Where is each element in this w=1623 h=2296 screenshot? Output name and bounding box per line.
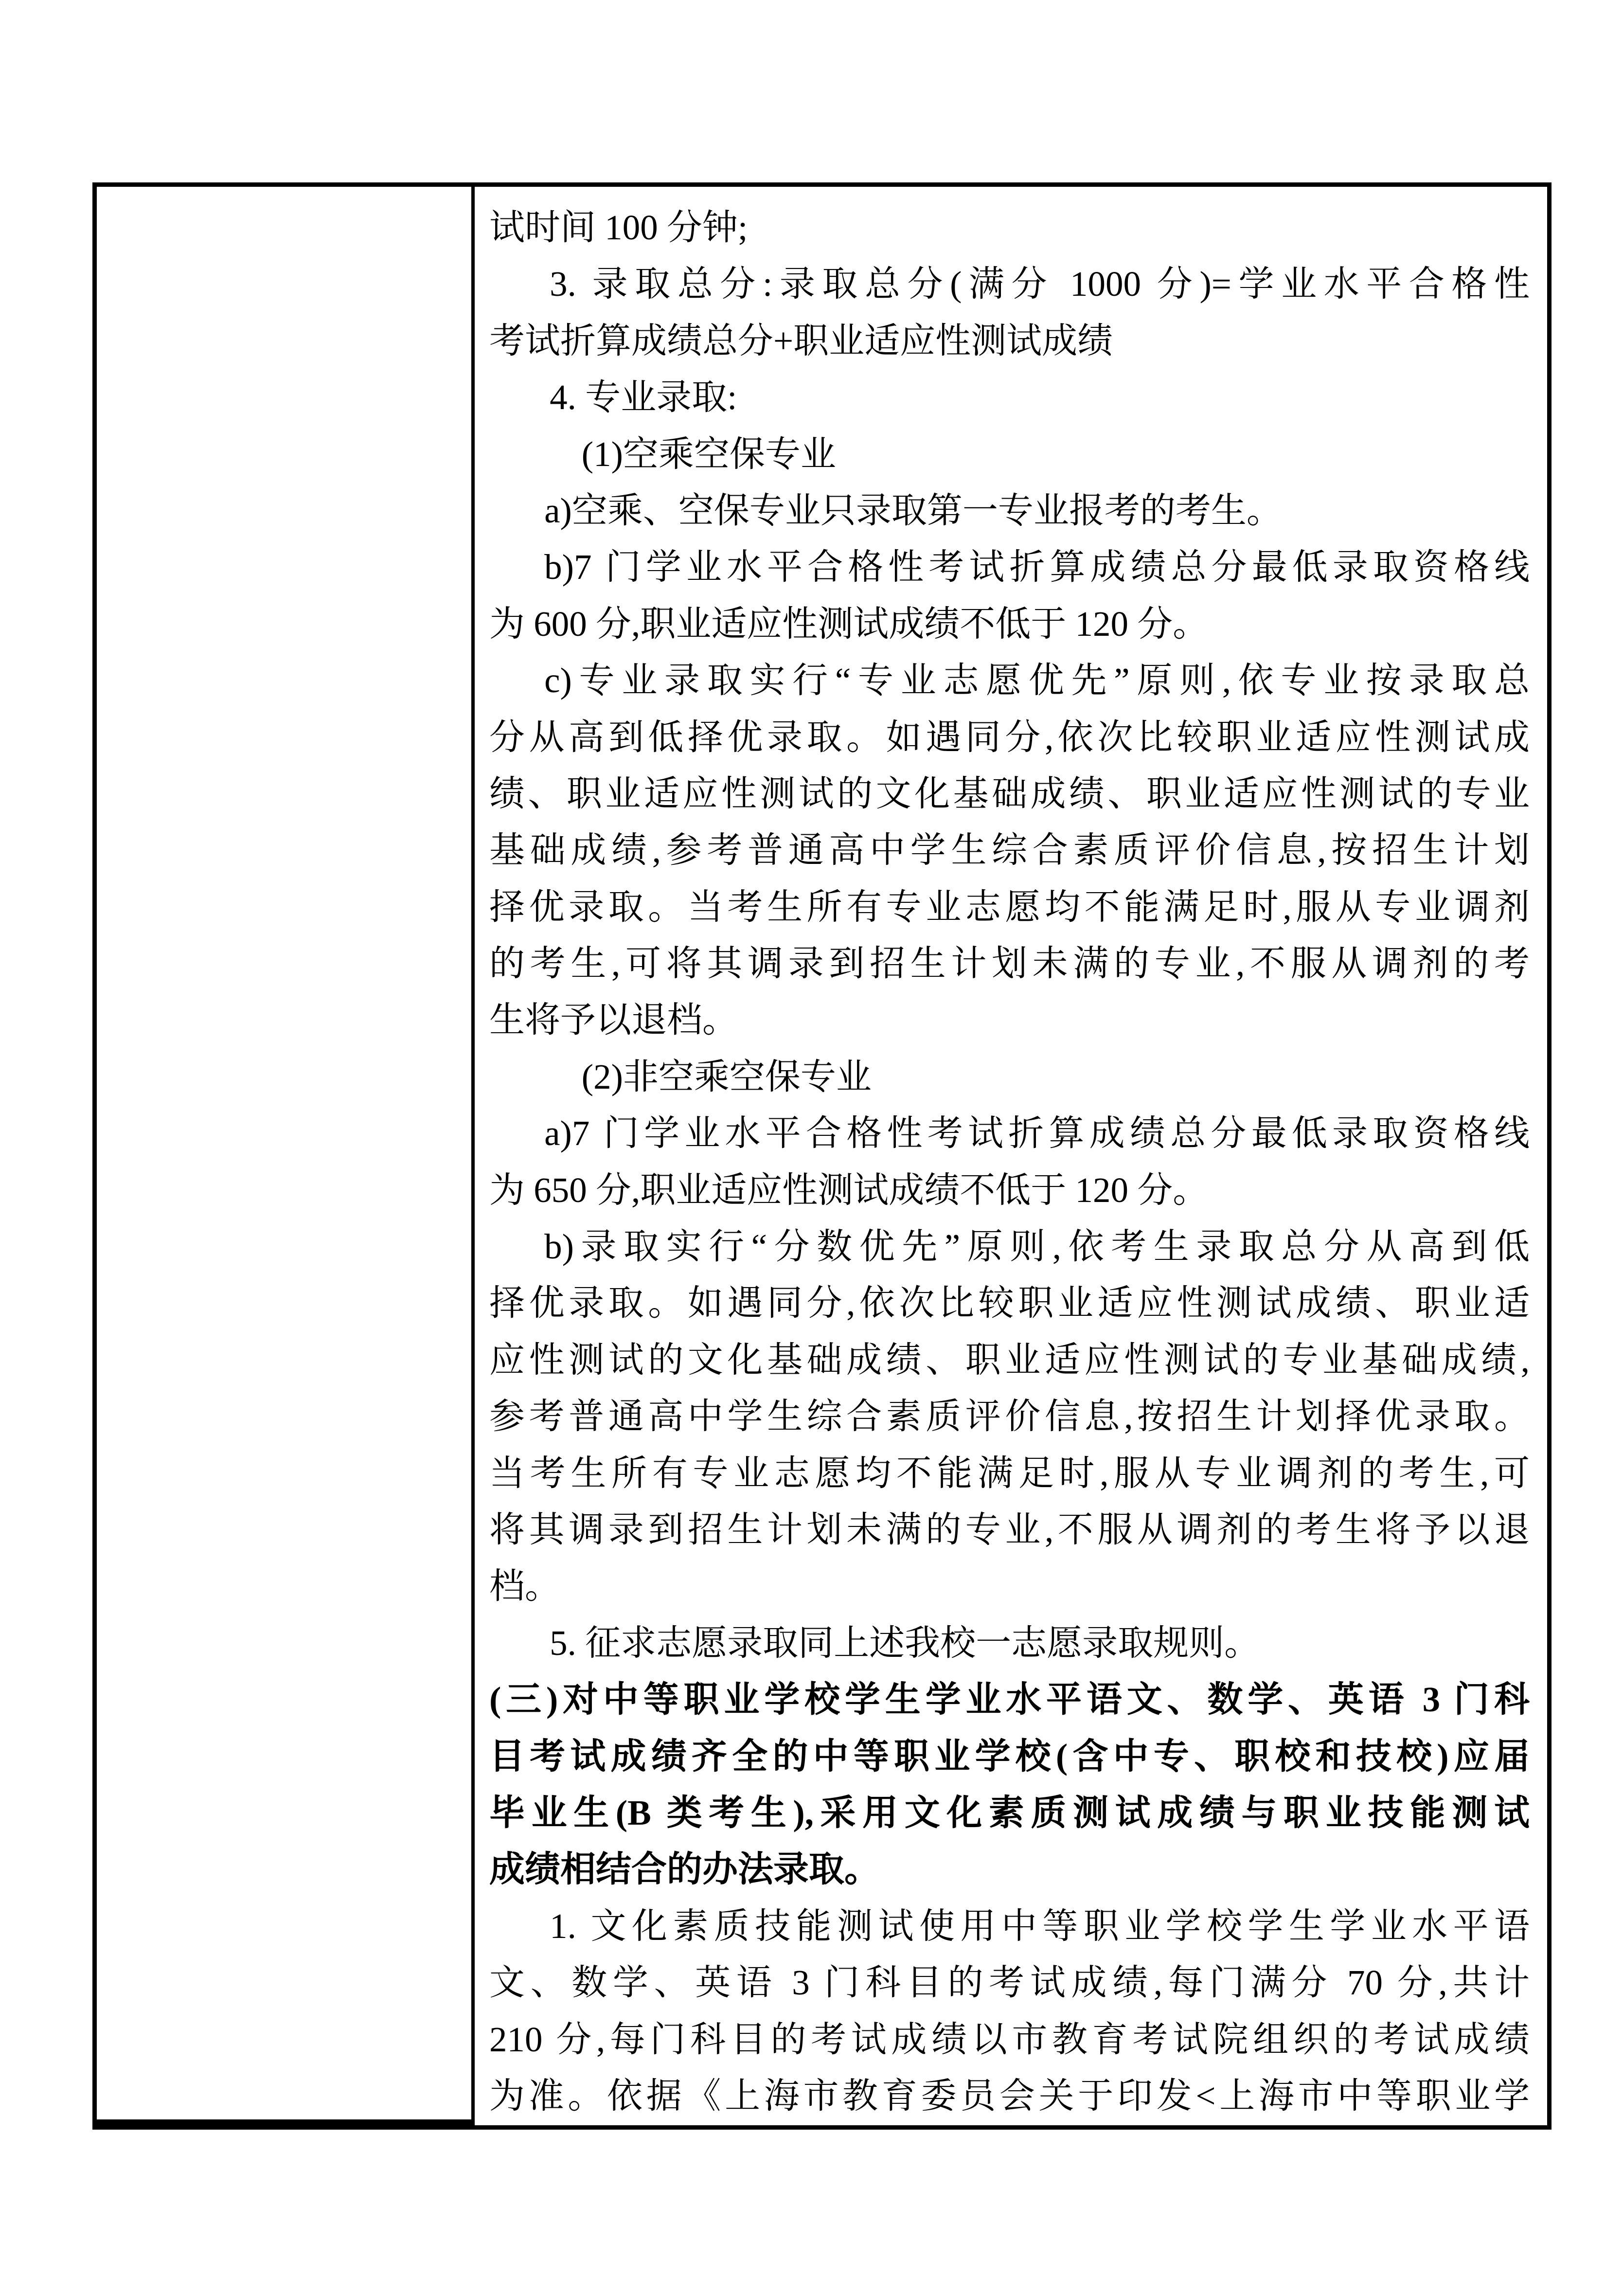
text-line: 5. 征求志愿录取同上述我校一志愿录取规则。 bbox=[550, 1623, 1260, 1663]
text-line: 文、数学、英语 3 门科目的考试成绩,每门满分 70 分,共计 bbox=[489, 1963, 1530, 2003]
text-line: (三)对中等职业学校学生学业水平语文、数学、英语 3 门科 bbox=[489, 1680, 1530, 1720]
text-line: 3. 录取总分:录取总分(满分 1000 分)=学业水平合格性 bbox=[550, 264, 1530, 304]
text-line: 毕业生(B 类考生),采用文化素质测试成绩与职业技能测试 bbox=[489, 1793, 1530, 1832]
text-line: 绩、职业适应性测试的文化基础成绩、职业适应性测试的专业 bbox=[489, 773, 1530, 813]
text-line: 应性测试的文化基础成绩、职业适应性测试的专业基础成绩, bbox=[489, 1340, 1530, 1380]
text-line: b)录取实行“分数优先”原则,依考生录取总分从高到低 bbox=[544, 1227, 1530, 1267]
text-line: 考试折算成绩总分+职业适应性测试成绩 bbox=[489, 321, 1113, 360]
text-line: a)空乘、空保专业只录取第一专业报考的考生。 bbox=[544, 490, 1282, 530]
text-line: 生将予以退档。 bbox=[489, 1000, 738, 1040]
table-right-cell bbox=[475, 187, 1547, 2125]
content-table bbox=[92, 182, 1552, 2130]
text-line: 基础成绩,参考普通高中学生综合素质评价信息,按招生计划 bbox=[489, 830, 1530, 870]
table-left-cell bbox=[97, 187, 475, 2125]
text-line: 试时间 100 分钟; bbox=[489, 208, 748, 247]
text-line: c)专业录取实行“专业志愿优先”原则,依专业按录取总 bbox=[544, 661, 1530, 700]
text-line: 为准。依据《上海市教育委员会关于印发<上海市中等职业学 bbox=[489, 2076, 1530, 2116]
text-line: 成绩相结合的办法录取。 bbox=[489, 1849, 880, 1889]
text-line: 参考普通高中学生综合素质评价信息,按招生计划择优录取。 bbox=[489, 1397, 1530, 1436]
text-line: (2)非空乘空保专业 bbox=[581, 1057, 872, 1096]
text-line: (1)空乘空保专业 bbox=[581, 434, 836, 474]
text-line: 为 650 分,职业适应性测试成绩不低于 120 分。 bbox=[489, 1170, 1209, 1210]
text-line: 为 600 分,职业适应性测试成绩不低于 120 分。 bbox=[489, 604, 1209, 644]
text-line: 的考生,可将其调录到招生计划未满的专业,不服从调剂的考 bbox=[489, 944, 1530, 984]
text-line: 档。 bbox=[489, 1566, 560, 1606]
text-line: b)7 门学业水平合格性考试折算成绩总分最低录取资格线 bbox=[544, 547, 1530, 587]
text-line: 目考试成绩齐全的中等职业学校(含中专、职校和技校)应届 bbox=[489, 1736, 1530, 1776]
text-line: 分从高到低择优录取。如遇同分,依次比较职业适应性测试成 bbox=[489, 717, 1530, 757]
text-line: 择优录取。如遇同分,依次比较职业适应性测试成绩、职业适 bbox=[489, 1283, 1530, 1323]
text-line: 当考生所有专业志愿均不能满足时,服从专业调剂的考生,可 bbox=[489, 1453, 1530, 1493]
text-line: 210 分,每门科目的考试成绩以市教育考试院组织的考试成绩 bbox=[489, 2019, 1530, 2059]
text-line: 择优录取。当考生所有专业志愿均不能满足时,服从专业调剂 bbox=[489, 887, 1530, 927]
text-line: 1. 文化素质技能测试使用中等职业学校学生学业水平语 bbox=[550, 1906, 1530, 1946]
text-line: 4. 专业录取: bbox=[550, 377, 737, 417]
text-line: a)7 门学业水平合格性考试折算成绩总分最低录取资格线 bbox=[544, 1113, 1530, 1153]
text-line: 将其调录到招生计划未满的专业,不服从调剂的考生将予以退 bbox=[489, 1509, 1530, 1549]
